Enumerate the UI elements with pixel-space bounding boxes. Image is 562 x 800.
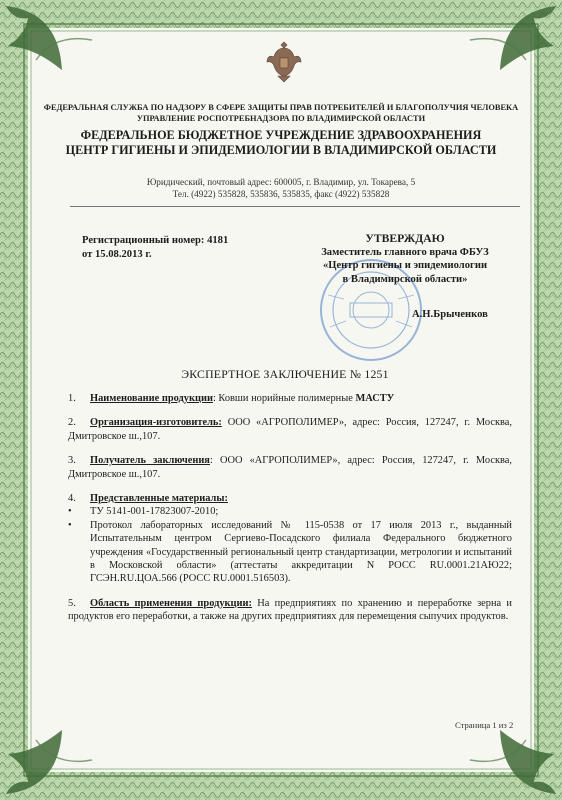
- approval-heading: УТВЕРЖДАЮ: [365, 232, 445, 245]
- approval-position: Заместитель главного врача ФБУЗ: [321, 246, 489, 258]
- registration-date: от 15.08.2013 г.: [82, 249, 152, 260]
- organization-name: [40, 128, 522, 158]
- section-4: [68, 492, 512, 586]
- section-3: [68, 454, 512, 481]
- approval-org-line-1: «Центр гигиены и эпидемиологии: [322, 260, 488, 271]
- address-line-2: Тел. (4922) 535828, 535836, 535835, факс (4922) 535828: [172, 189, 390, 199]
- document-title: ЭКСПЕРТНОЕ ЗАКЛЮЧЕНИЕ № 1251: [181, 367, 389, 381]
- section-number: 2.: [68, 417, 76, 429]
- agency-line-2: УПРАВЛЕНИЕ РОСПОТРЕБНАДЗОРА ПО ВЛАДИМИРСКОЙ ОБЛАСТИ: [136, 114, 426, 123]
- section-text: : Ковши норийные полимерные: [212, 393, 353, 404]
- bullet-icon: •: [68, 519, 72, 531]
- section-text: На предприятиях по хранению и переработке зерна и продуктов его переработки, а также на других предприятиях для перемещения сыпучих продуктов.: [68, 597, 512, 623]
- org-line-2: ЦЕНТР ГИГИЕНЫ И ЭПИДЕМИОЛОГИИ В ВЛАДИМИРСКОЙ ОБЛАСТИ: [65, 143, 497, 157]
- brand-name: МАСТУ: [355, 393, 395, 404]
- address-line-1: Юридический, почтовый адрес: 600005, г. Владимир, ул. Токарева, 5: [146, 177, 416, 187]
- section-heading: Представленные материалы:: [90, 493, 228, 505]
- section-text: : ООО «АГРОПОЛИМЕР», адрес: Россия, 127247, г. Москва, Дмитровское ш.,107.: [68, 455, 512, 480]
- registration-block: [82, 234, 228, 262]
- materials-bullet-1: • ТУ 5141-001-17823007-2010;: [68, 506, 219, 518]
- section-number: 4.: [68, 493, 76, 505]
- address-block: [40, 176, 522, 200]
- agency-line-1: ФЕДЕРАЛЬНАЯ СЛУЖБА ПО НАДЗОРУ В СФЕРЕ ЗАЩИТЫ ПРАВ ПОТРЕБИТЕЛЕЙ И БЛАГОПОЛУЧИЯ ЧЕЛОВЕКА: [43, 103, 519, 112]
- section-heading: Область применения продукции:: [90, 597, 252, 609]
- section-heading: Получатель заключения: [90, 455, 210, 467]
- document-body: [68, 392, 512, 635]
- signer-name: А.Н.Брыченков: [412, 309, 488, 320]
- coat-of-arms-emblem: [265, 38, 303, 84]
- page-number: Страница 1 из 2: [455, 720, 514, 730]
- registration-number: Регистрационный номер: 4181: [82, 235, 229, 246]
- section-1: [68, 392, 512, 405]
- section-number: 3.: [68, 455, 76, 467]
- section-number: 5.: [68, 597, 76, 609]
- materials-bullet-2: • Протокол лабораторных исследований № 115-0538 от 17 июля 2013 г., выданный Испытательным центром Сергиево-Посадского филиала Федерального бюджетного учреждения «Государственный региональный центр стандартизации, метрологии и испытаний в Московской области» (аттестаты аккредитации N РОСС RU.0001.21АЮ22; ГСЭН.RU.ЦОА.566 (РОСС RU.0001.516503).: [68, 519, 512, 585]
- section-text: ООО «АГРОПОЛИМЕР», адрес: Россия, 127247, г. Москва, Дмитровское ш.,107.: [68, 417, 512, 442]
- section-number: 1.: [68, 393, 76, 404]
- agency-header: [40, 102, 522, 124]
- section-2: [68, 416, 512, 443]
- section-5: [68, 597, 512, 624]
- approval-block: [300, 232, 510, 286]
- section-heading: Организация-изготовитель:: [90, 417, 222, 429]
- header-divider: [70, 206, 520, 207]
- bullet-icon: •: [68, 506, 72, 518]
- approval-org-line-2: в Владимирской области»: [342, 273, 468, 285]
- org-line-1: ФЕДЕРАЛЬНОЕ БЮДЖЕТНОЕ УЧРЕЖДЕНИЕ ЗДРАВООХРАНЕНИЯ: [80, 128, 482, 142]
- section-heading: Наименование продукции: [90, 393, 213, 404]
